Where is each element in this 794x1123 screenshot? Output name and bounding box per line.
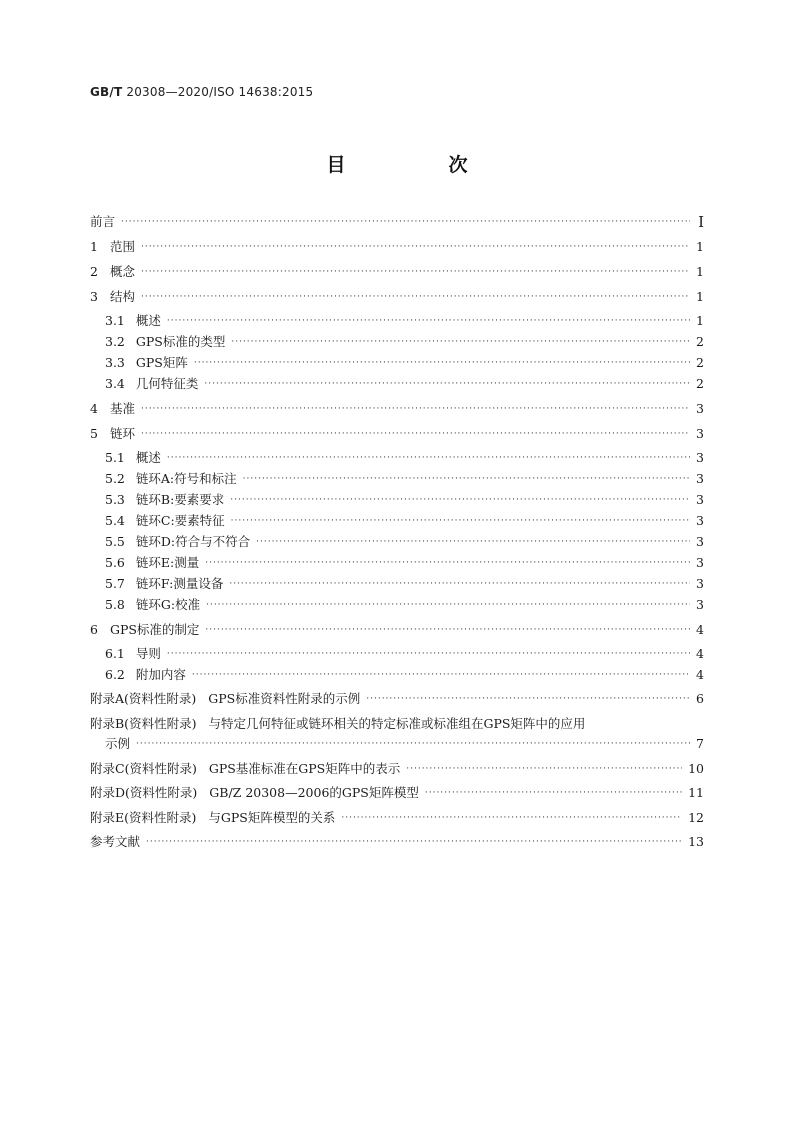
toc-entry-number: 6.1 bbox=[105, 646, 125, 661]
toc-entry-label: 链环F:测量设备 bbox=[135, 576, 224, 591]
toc-entry-page: 3 bbox=[696, 471, 704, 486]
dot-leader bbox=[141, 427, 690, 444]
toc-entry-page: 3 bbox=[696, 401, 704, 416]
dot-leader bbox=[136, 737, 690, 754]
toc-entry-page: I bbox=[698, 213, 704, 231]
toc-entry-label: 基准 bbox=[109, 401, 135, 416]
toc-entry-number: 附录B(资料性附录) bbox=[90, 716, 197, 731]
toc-entry-label: GB/Z 20308—2006的GPS矩阵模型 bbox=[209, 785, 419, 800]
toc-entry[interactable] bbox=[105, 553, 704, 573]
toc-entry-page: 13 bbox=[688, 834, 704, 849]
toc-entry-page: 3 bbox=[696, 426, 704, 441]
dot-leader bbox=[167, 647, 690, 664]
toc-entry-label: 与GPS矩阵模型的关系 bbox=[208, 810, 336, 825]
toc-entry-page: 2 bbox=[696, 355, 704, 370]
toc-entry-number: 4 bbox=[90, 401, 98, 416]
dot-leader bbox=[231, 514, 690, 531]
toc-entry[interactable] bbox=[105, 574, 704, 594]
toc-entry-page: 11 bbox=[688, 785, 704, 800]
dot-leader bbox=[231, 335, 690, 352]
toc-entry-label: 概述 bbox=[135, 450, 161, 465]
toc-entry[interactable] bbox=[105, 532, 704, 552]
toc-entry-page: 3 bbox=[696, 534, 704, 549]
toc-entry-label: 前言 bbox=[90, 214, 116, 229]
dot-leader bbox=[141, 402, 690, 419]
toc-entry-number: 附录D(资料性附录) bbox=[90, 785, 198, 800]
dot-leader bbox=[205, 556, 690, 573]
toc-entry-number: 6.2 bbox=[105, 667, 125, 682]
standard-code-number: 20308—2020/ISO 14638:2015 bbox=[126, 85, 314, 99]
toc-entry-number: 5.5 bbox=[105, 534, 125, 549]
toc-entry-page: 3 bbox=[696, 492, 704, 507]
dot-leader bbox=[167, 314, 690, 331]
toc-entry-number: 3.2 bbox=[105, 334, 125, 349]
toc-entry-number: 5 bbox=[90, 426, 98, 441]
toc-entry[interactable] bbox=[90, 832, 704, 852]
toc-entry-number: 5.4 bbox=[105, 513, 125, 528]
toc-entry[interactable] bbox=[105, 595, 704, 615]
toc-entry-page: 4 bbox=[696, 667, 704, 682]
toc-entry[interactable] bbox=[105, 644, 704, 664]
toc-entry-number: 5.7 bbox=[105, 576, 125, 591]
toc-entry[interactable] bbox=[90, 620, 704, 640]
toc-entry[interactable] bbox=[105, 374, 704, 394]
toc-entry-page: 1 bbox=[696, 289, 704, 304]
toc-entry[interactable] bbox=[90, 689, 704, 709]
dot-leader bbox=[341, 811, 682, 828]
toc-entry[interactable] bbox=[90, 808, 704, 828]
toc-entry-number: 6 bbox=[90, 622, 98, 637]
toc-entry-page: 2 bbox=[696, 334, 704, 349]
dot-leader bbox=[141, 290, 690, 307]
toc-entry[interactable] bbox=[90, 759, 704, 779]
toc-entry-number: 1 bbox=[90, 239, 98, 254]
toc-entry-label: GPS基准标准在GPS矩阵中的表示 bbox=[208, 761, 401, 776]
dot-leader bbox=[206, 598, 690, 615]
dot-leader bbox=[167, 451, 690, 468]
toc-entry-label: 链环 bbox=[109, 426, 135, 441]
toc-entry[interactable] bbox=[90, 287, 704, 307]
dot-leader bbox=[121, 215, 690, 232]
toc-entry[interactable] bbox=[90, 399, 704, 419]
toc-entry-number: 2 bbox=[90, 264, 98, 279]
dot-leader bbox=[406, 762, 682, 779]
toc-entry-page: 1 bbox=[696, 313, 704, 328]
toc-entry[interactable] bbox=[105, 734, 704, 754]
toc-entry-label: 范围 bbox=[109, 239, 135, 254]
toc-entry-number: 5.2 bbox=[105, 471, 125, 486]
toc-entry-label: 链环C:要素特征 bbox=[135, 513, 225, 528]
toc-entry[interactable] bbox=[105, 665, 704, 685]
dot-leader bbox=[366, 692, 690, 709]
toc-entry-page: 4 bbox=[696, 622, 704, 637]
toc-entry-label: GPS标准的制定 bbox=[109, 622, 200, 637]
toc-entry[interactable] bbox=[105, 353, 704, 373]
toc-entry-number: 5.1 bbox=[105, 450, 125, 465]
toc-entry-label: 链环G:校准 bbox=[135, 597, 201, 612]
toc-entry-label: 概述 bbox=[135, 313, 161, 328]
dot-leader bbox=[256, 535, 690, 552]
dot-leader bbox=[229, 577, 690, 594]
toc-entry-page: 10 bbox=[688, 761, 704, 776]
toc-entry-page: 2 bbox=[696, 376, 704, 391]
toc-entry-label: 与特定几何特征或链环相关的特定标准或标准组在GPS矩阵中的应用 bbox=[208, 716, 586, 731]
toc-entry[interactable] bbox=[105, 332, 704, 352]
toc-entry-page: 1 bbox=[696, 239, 704, 254]
toc-entry-number: 5.8 bbox=[105, 597, 125, 612]
toc-entry-label: 参考文献 bbox=[90, 834, 141, 849]
standard-code bbox=[90, 85, 313, 99]
toc-entry-number: 附录E(资料性附录) bbox=[90, 810, 197, 825]
toc-entry-label: 示例 bbox=[105, 736, 131, 751]
dot-leader bbox=[243, 472, 690, 489]
toc-entry-number: 5.3 bbox=[105, 492, 125, 507]
toc-entry-label: 概念 bbox=[109, 264, 135, 279]
toc-entry-page: 12 bbox=[688, 810, 704, 825]
toc-entry-number: 5.6 bbox=[105, 555, 125, 570]
toc-entry[interactable] bbox=[90, 714, 704, 734]
toc-entry-number: 3.4 bbox=[105, 376, 125, 391]
toc-entry-number: 附录C(资料性附录) bbox=[90, 761, 197, 776]
dot-leader bbox=[204, 377, 690, 394]
toc-entry-number: 3.3 bbox=[105, 355, 125, 370]
standard-code-prefix: GB/T bbox=[90, 85, 123, 99]
toc-entry[interactable] bbox=[105, 511, 704, 531]
toc-entry[interactable] bbox=[105, 448, 704, 468]
toc-entry[interactable] bbox=[90, 237, 704, 257]
toc-entry-label: 链环A:符号和标注 bbox=[135, 471, 237, 486]
dot-leader bbox=[230, 493, 690, 510]
toc-entry[interactable] bbox=[90, 212, 704, 232]
dot-leader bbox=[141, 240, 690, 257]
toc-entry-page: 3 bbox=[696, 555, 704, 570]
toc-entry-page: 3 bbox=[696, 513, 704, 528]
toc-entry[interactable] bbox=[105, 490, 704, 510]
toc-entry-page: 7 bbox=[696, 736, 704, 751]
toc-entry[interactable] bbox=[90, 424, 704, 444]
toc-entry-label: 导则 bbox=[135, 646, 161, 661]
toc-entry-label: 链环E:测量 bbox=[135, 555, 200, 570]
toc-title: 目 次 bbox=[326, 154, 510, 176]
toc-entry-label: 链环B:要素要求 bbox=[135, 492, 225, 507]
toc-entry-label: 附加内容 bbox=[135, 667, 186, 682]
toc-entry[interactable] bbox=[90, 783, 704, 803]
dot-leader bbox=[194, 356, 690, 373]
toc-entry-page: 3 bbox=[696, 576, 704, 591]
dot-leader bbox=[192, 668, 690, 685]
toc-entry-label: 结构 bbox=[109, 289, 135, 304]
toc-entry-number: 3 bbox=[90, 289, 98, 304]
toc-entry-page: 1 bbox=[696, 264, 704, 279]
dot-leader bbox=[425, 786, 682, 803]
toc-entry-label: GPS标准资料性附录的示例 bbox=[208, 691, 361, 706]
toc-entry-label: 链环D:符合与不符合 bbox=[135, 534, 251, 549]
toc-entry-page: 3 bbox=[696, 597, 704, 612]
toc-entry-number: 附录A(资料性附录) bbox=[90, 691, 197, 706]
dot-leader bbox=[141, 265, 690, 282]
toc-entry-label: GPS标准的类型 bbox=[135, 334, 226, 349]
toc-entry-page: 6 bbox=[696, 691, 704, 706]
dot-leader bbox=[146, 835, 682, 852]
toc-entry-number: 3.1 bbox=[105, 313, 125, 328]
toc-entry[interactable] bbox=[105, 311, 704, 331]
toc-entry-label: GPS矩阵 bbox=[135, 355, 188, 370]
dot-leader bbox=[205, 623, 690, 640]
toc-entry-page: 3 bbox=[696, 450, 704, 465]
toc-entry[interactable] bbox=[105, 469, 704, 489]
toc-entry[interactable] bbox=[90, 262, 704, 282]
toc-entry-label: 几何特征类 bbox=[135, 376, 199, 391]
toc-entry-page: 4 bbox=[696, 646, 704, 661]
